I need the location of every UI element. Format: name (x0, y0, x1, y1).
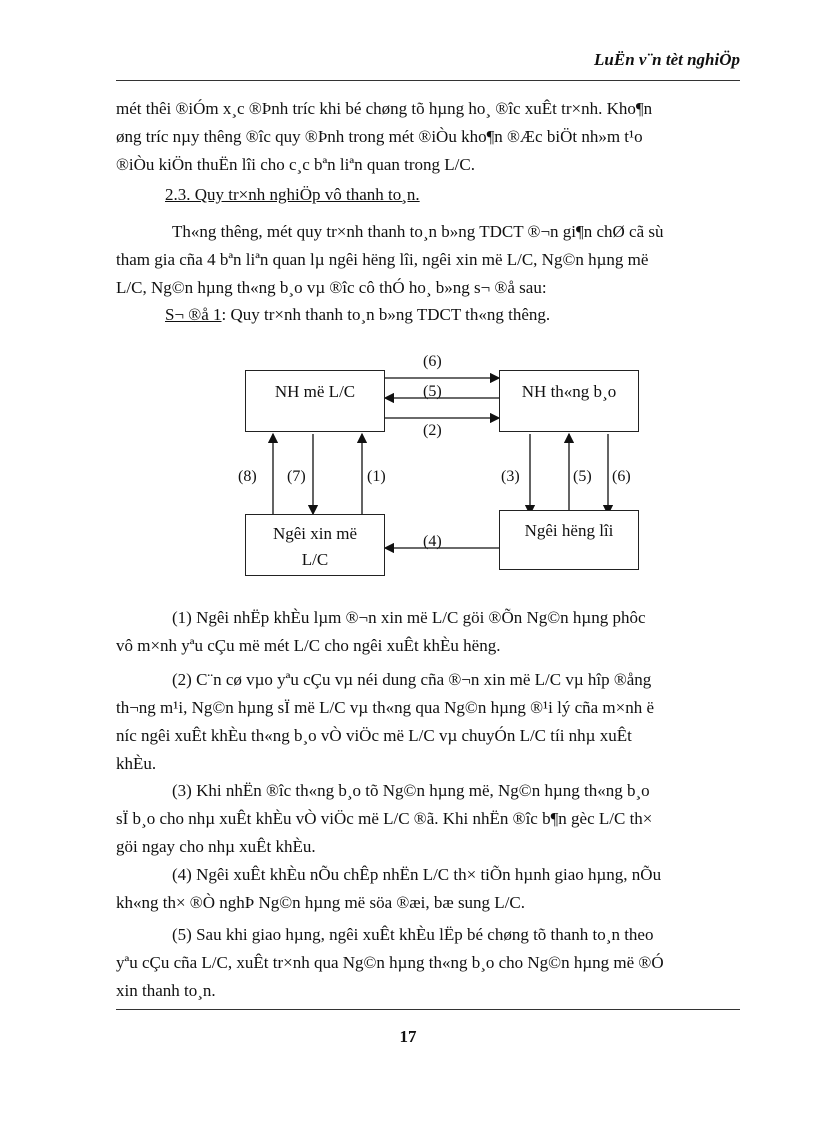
label-step-3: (3) (501, 468, 520, 485)
label-step-1: (1) (367, 468, 386, 485)
text-line: (3) Khi nhËn ®îc th«ng b¸o tõ Ng©n hµng më, Ng©n hµng th«ng b¸o (172, 781, 650, 800)
box-beneficiary (499, 510, 639, 570)
text-line: vô m×nh yªu cÇu më mét L/C cho ngêi xuÊt khÈu hëng. (116, 636, 501, 655)
text-line: tham gia cña 4 bªn liªn quan lµ ngêi hëng lîi, ngêi xin më L/C, Ng©n hµng më (116, 250, 649, 269)
label-step-8: (8) (238, 468, 257, 485)
step-3-paragraph (116, 777, 740, 861)
running-header: LuËn v¨n tèt nghiÖp (594, 50, 740, 69)
text-line: níc ngêi xuÊt khÈu th«ng b¸o vÒ viÖc më L/C vµ chuyÓn L/C tíi nhµ xuÊt (116, 726, 632, 745)
text-line: yªu cÇu cña L/C, xuÊt tr×nh qua Ng©n hµng th«ng b¸o cho Ng©n hµng më ®Ó (116, 953, 664, 972)
step-4-paragraph (116, 861, 740, 917)
text-line: (2) C¨n cø vµo yªu cÇu vµ néi dung cña ®¬n xin më L/C vµ hîp ®ång (172, 670, 652, 689)
text-line: kh«ng th× ®Ò nghÞ Ng©n hµng më söa ®æi, bæ sung L/C. (116, 893, 526, 912)
text-line: ®iÒu kiÖn thuËn lîi cho c¸c bªn liªn quan trong L/C. (116, 155, 475, 174)
text-line: xin thanh to¸n. (116, 981, 216, 1000)
box-advising-bank (499, 370, 639, 432)
step-1-paragraph (116, 604, 740, 660)
page-number: 17 (399, 1027, 417, 1046)
footer-rule (116, 1009, 740, 1010)
section-heading: 2.3. Quy tr×nh nghiÖp vô thanh to¸n. (165, 185, 420, 204)
box-issuing-bank-label: NH më L/C (274, 382, 356, 401)
text-line: øng tríc nµy thêng ®îc quy ®Þnh trong mét ®iÒu kho¶n ®Æc biÖt nh»m t¹o (116, 127, 643, 146)
label-step-5-middle: (5) (423, 383, 442, 400)
box-issuing-bank (245, 370, 385, 432)
text-line: Th«ng thêng, mét quy tr×nh thanh to¸n b»ng TDCT ®¬n gi¶n chØ cã sù (172, 222, 664, 241)
label-step-7: (7) (287, 468, 306, 485)
label-step-5-right: (5) (573, 468, 592, 485)
diagram-caption-label: S¬ ®å 1 (165, 305, 222, 324)
text-line: khÈu. (116, 754, 157, 773)
box-applicant-label-line1: Ngêi xin më (272, 524, 358, 543)
box-applicant-label-line2: L/C (301, 550, 329, 569)
label-step-6-top: (6) (423, 353, 442, 370)
label-step-6-right: (6) (612, 468, 631, 485)
label-step-4: (4) (423, 533, 442, 550)
text-line: (5) Sau khi giao hµng, ngêi xuÊt khÈu lËp bé chøng tõ thanh to¸n theo (172, 925, 654, 944)
text-line: göi ngay cho nhµ xuÊt khÈu. (116, 837, 316, 856)
diagram-caption-text: : Quy tr×nh thanh to¸n b»ng TDCT th«ng thêng. (221, 305, 551, 324)
box-applicant (245, 514, 385, 576)
box-advising-bank-label: NH th«ng b¸o (521, 382, 617, 401)
text-line: (4) Ngêi xuÊt khÈu nÕu chÊp nhËn L/C th× tiÕn hµnh giao hµng, nÕu (172, 865, 662, 884)
step-5-paragraph (116, 921, 740, 1005)
text-line: L/C, Ng©n hµng th«ng b¸o vµ ®îc cô thÓ ho¸ b»ng s¬ ®å sau: (116, 278, 547, 297)
text-line: th¬ng m¹i, Ng©n hµng sÏ më L/C vµ th«ng qua Ng©n hµng ®¹i lý cña m×nh ë (116, 698, 655, 717)
text-line: mét thêi ®iÓm x¸c ®Þnh tríc khi bé chøng tõ hµng ho¸ ®îc xuÊt tr×nh. Kho¶n (116, 99, 653, 118)
label-step-2-bottom: (2) (423, 422, 442, 439)
step-2-paragraph (116, 666, 740, 778)
box-beneficiary-label: Ngêi hëng lîi (524, 521, 614, 540)
text-line: sÏ b¸o cho nhµ xuÊt khÈu vÒ viÖc më L/C ®ã. Khi nhËn ®îc b¶n gèc L/C th× (116, 809, 653, 828)
text-line: (1) Ngêi nhËp khÈu lµm ®¬n xin më L/C göi ®Õn Ng©n hµng phôc (172, 608, 646, 627)
